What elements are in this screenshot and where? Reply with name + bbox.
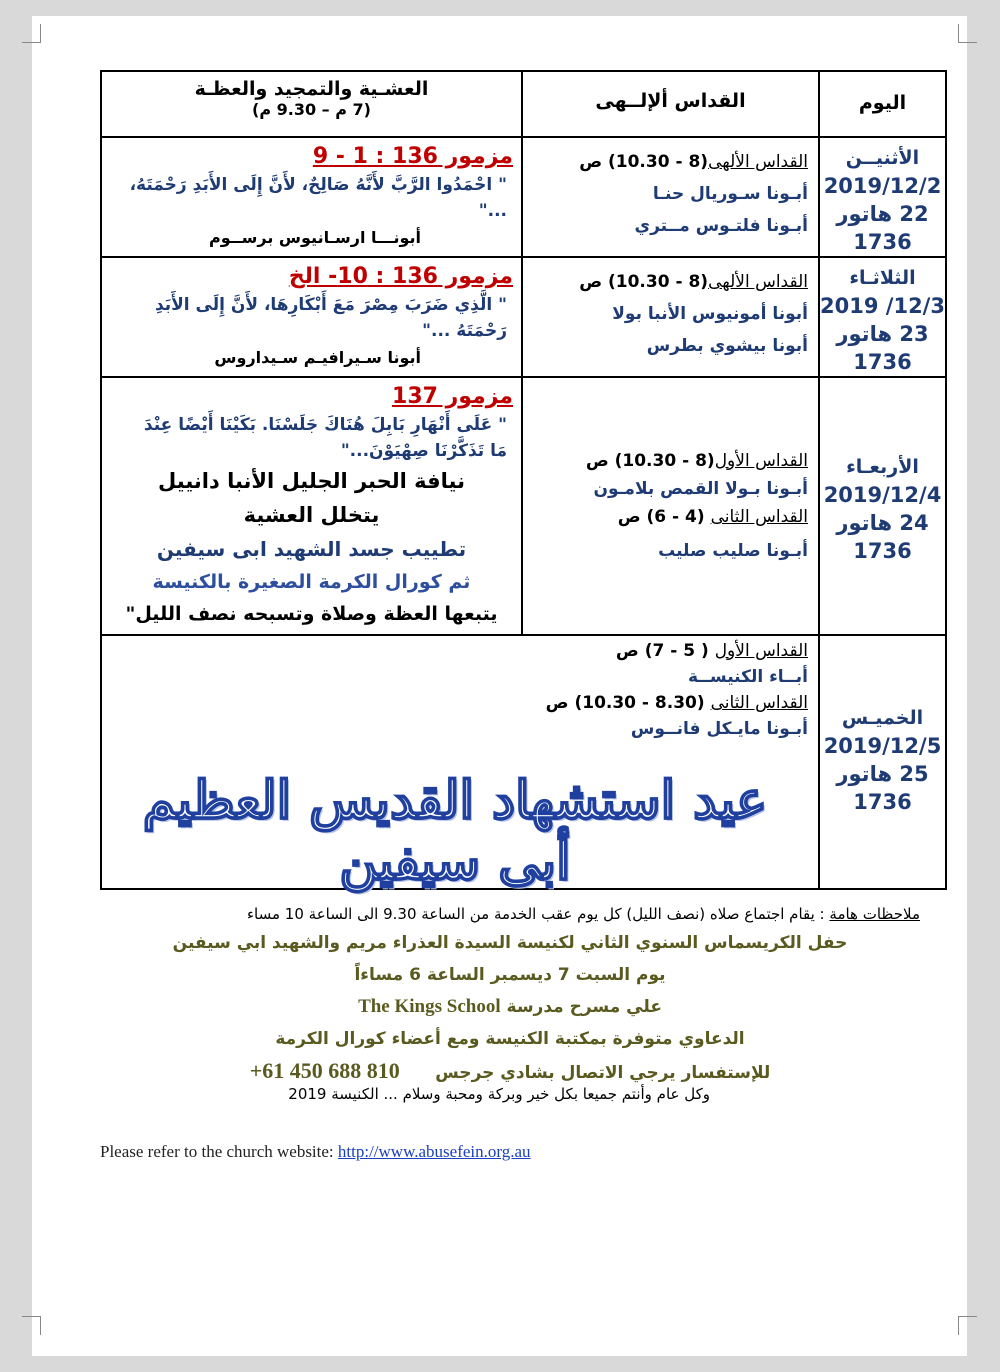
evening-priest: أبونا سـيرافيـم سـيداروس [214,348,421,367]
crop-mark-top-left [22,24,41,43]
event-date-line: يوم السبت 7 ديسمبر الساعة 6 مساءاً [354,965,666,985]
header-liturgy: القداس ألإلــهى [522,71,819,137]
feast-title: عيد استشهاد القديس العظيم أبى سيفين [142,770,768,892]
day-cell: الثلاثـاء 2019 /12/3 23 هاتور 1736 [819,257,946,377]
contact-line: للإستفسار يرجي الاتصال بشادي جرجس +61 450 688 810 [249,1058,771,1083]
relics-line: تطييب جسد الشهيد ابى سيفين [156,537,467,561]
sermon-line: يتبعها العظة وصلاة وتسبحه نصف الليل" [125,603,498,625]
notes-section [100,905,920,1103]
contact-phone: +61 450 688 810 [249,1058,400,1083]
venue-line: علي مسرح مدرسة The Kings School [358,996,662,1017]
psalm-reference: مزمور 136 : 10- الخ [288,264,513,289]
psalm-verse: " احْمَدُوا الرَّبَّ لأَنَّهُ صَالِحٌ، لأَنَّ إِلَى الأَبَدِ رَحْمَتَهُ، ..." [129,175,507,221]
table-row [101,137,946,257]
greeting-line: وكل عام وأنتم جميعا بكل خير وبركة ومحبة وسلام ... الكنيسة 2019 [288,1085,710,1103]
psalm-reference: مزمور 137 [392,384,513,409]
notes-label: ملاحظات هامة [829,905,920,923]
header-day: اليوم [819,71,946,137]
feast-cell: القداس الأول ( 5 - 7) ص أبــاء الكنيســة القداس الثانى (8.30 - 10.30) ص أبـونا مايـكل فانــوس [101,635,819,889]
christmas-party-line: حفل الكريسماس السنوي الثاني لكنيسة السيدة العذراء مريم والشهيد ابي سيفين [172,933,848,953]
table-header-row [101,71,946,137]
crop-mark-top-right [958,24,977,43]
header-evening: العشـية والتمجيد والعظـة (7 م – 9.30 م) [101,71,522,137]
table-row [101,257,946,377]
psalm-verse: " الَّذِي ضَرَبَ مِصْرَ مَعَ أَبْكَارِهَا، لأَنَّ إِلَى الأَبَدِ رَحْمَتَهُ ..." [154,295,507,341]
day-cell: الخميـس 2019/12/5 25 هاتور 1736 [819,635,946,889]
crop-mark-bottom-right [958,1316,977,1335]
evening-note: يتخلل العشية [243,503,380,527]
mass-cell: القداس الأول(8 - 10.30) ص أبـونا بـولا القمص بلامـون القداس الثانى (4 - 6) ص أبـونا صليب صليب [522,377,819,635]
schedule-table [100,70,947,890]
evening-cell [101,377,522,635]
table-row [101,377,946,635]
evening-cell [101,137,522,257]
invitations-line: الدعاوي متوفرة بمكتبة الكنيسة ومع أعضاء كورال الكرمة [275,1029,745,1049]
psalm-reference: مزمور 136 : 1 - 9 [312,144,513,169]
evening-priest: أبونـــا ارسـانيوس برســوم [208,228,421,247]
notes-line-prayer: ملاحظات هامة : يقام اجتماع صلاه (نصف الليل) كل يوم عقب الخدمة من الساعة 9.30 الى الساعة 10 مساء [246,905,920,923]
choir-line: ثم كورال الكرمة الصغيرة بالكنيسة [152,571,471,593]
mass-cell: القداس الألهى(8 - 10.30) ص أبـونا سـوريال حنـا أبـونا فلتـوس مــتري [522,137,819,257]
day-cell: الأربعـاء 2019/12/4 24 هاتور 1736 [819,377,946,635]
evening-cell [101,257,522,377]
bishop-line: نيافة الحبر الجليل الأنبا دانييل [158,469,465,493]
day-cell: الأثنيــن 2019/12/2 22 هاتور 1736 [819,137,946,257]
mass-cell: القداس الألهى(8 - 10.30) ص أبونا أمونيوس الأنبا بولا أبونا بيشوي بطرس [522,257,819,377]
psalm-verse: " عَلَى أَنْهَارِ بَابِلَ هُنَاكَ جَلَسْنَا. بَكَيْنَا أَيْضًا عِنْدَ مَا تَذَكَّرْنَا صِهْيَوْنَ..." [143,415,507,461]
crop-mark-bottom-left [22,1316,41,1335]
website-line: Please refer to the church website: http://www.abusefein.org.au [100,1142,531,1161]
website-link[interactable]: http://www.abusefein.org.au [337,1142,531,1161]
